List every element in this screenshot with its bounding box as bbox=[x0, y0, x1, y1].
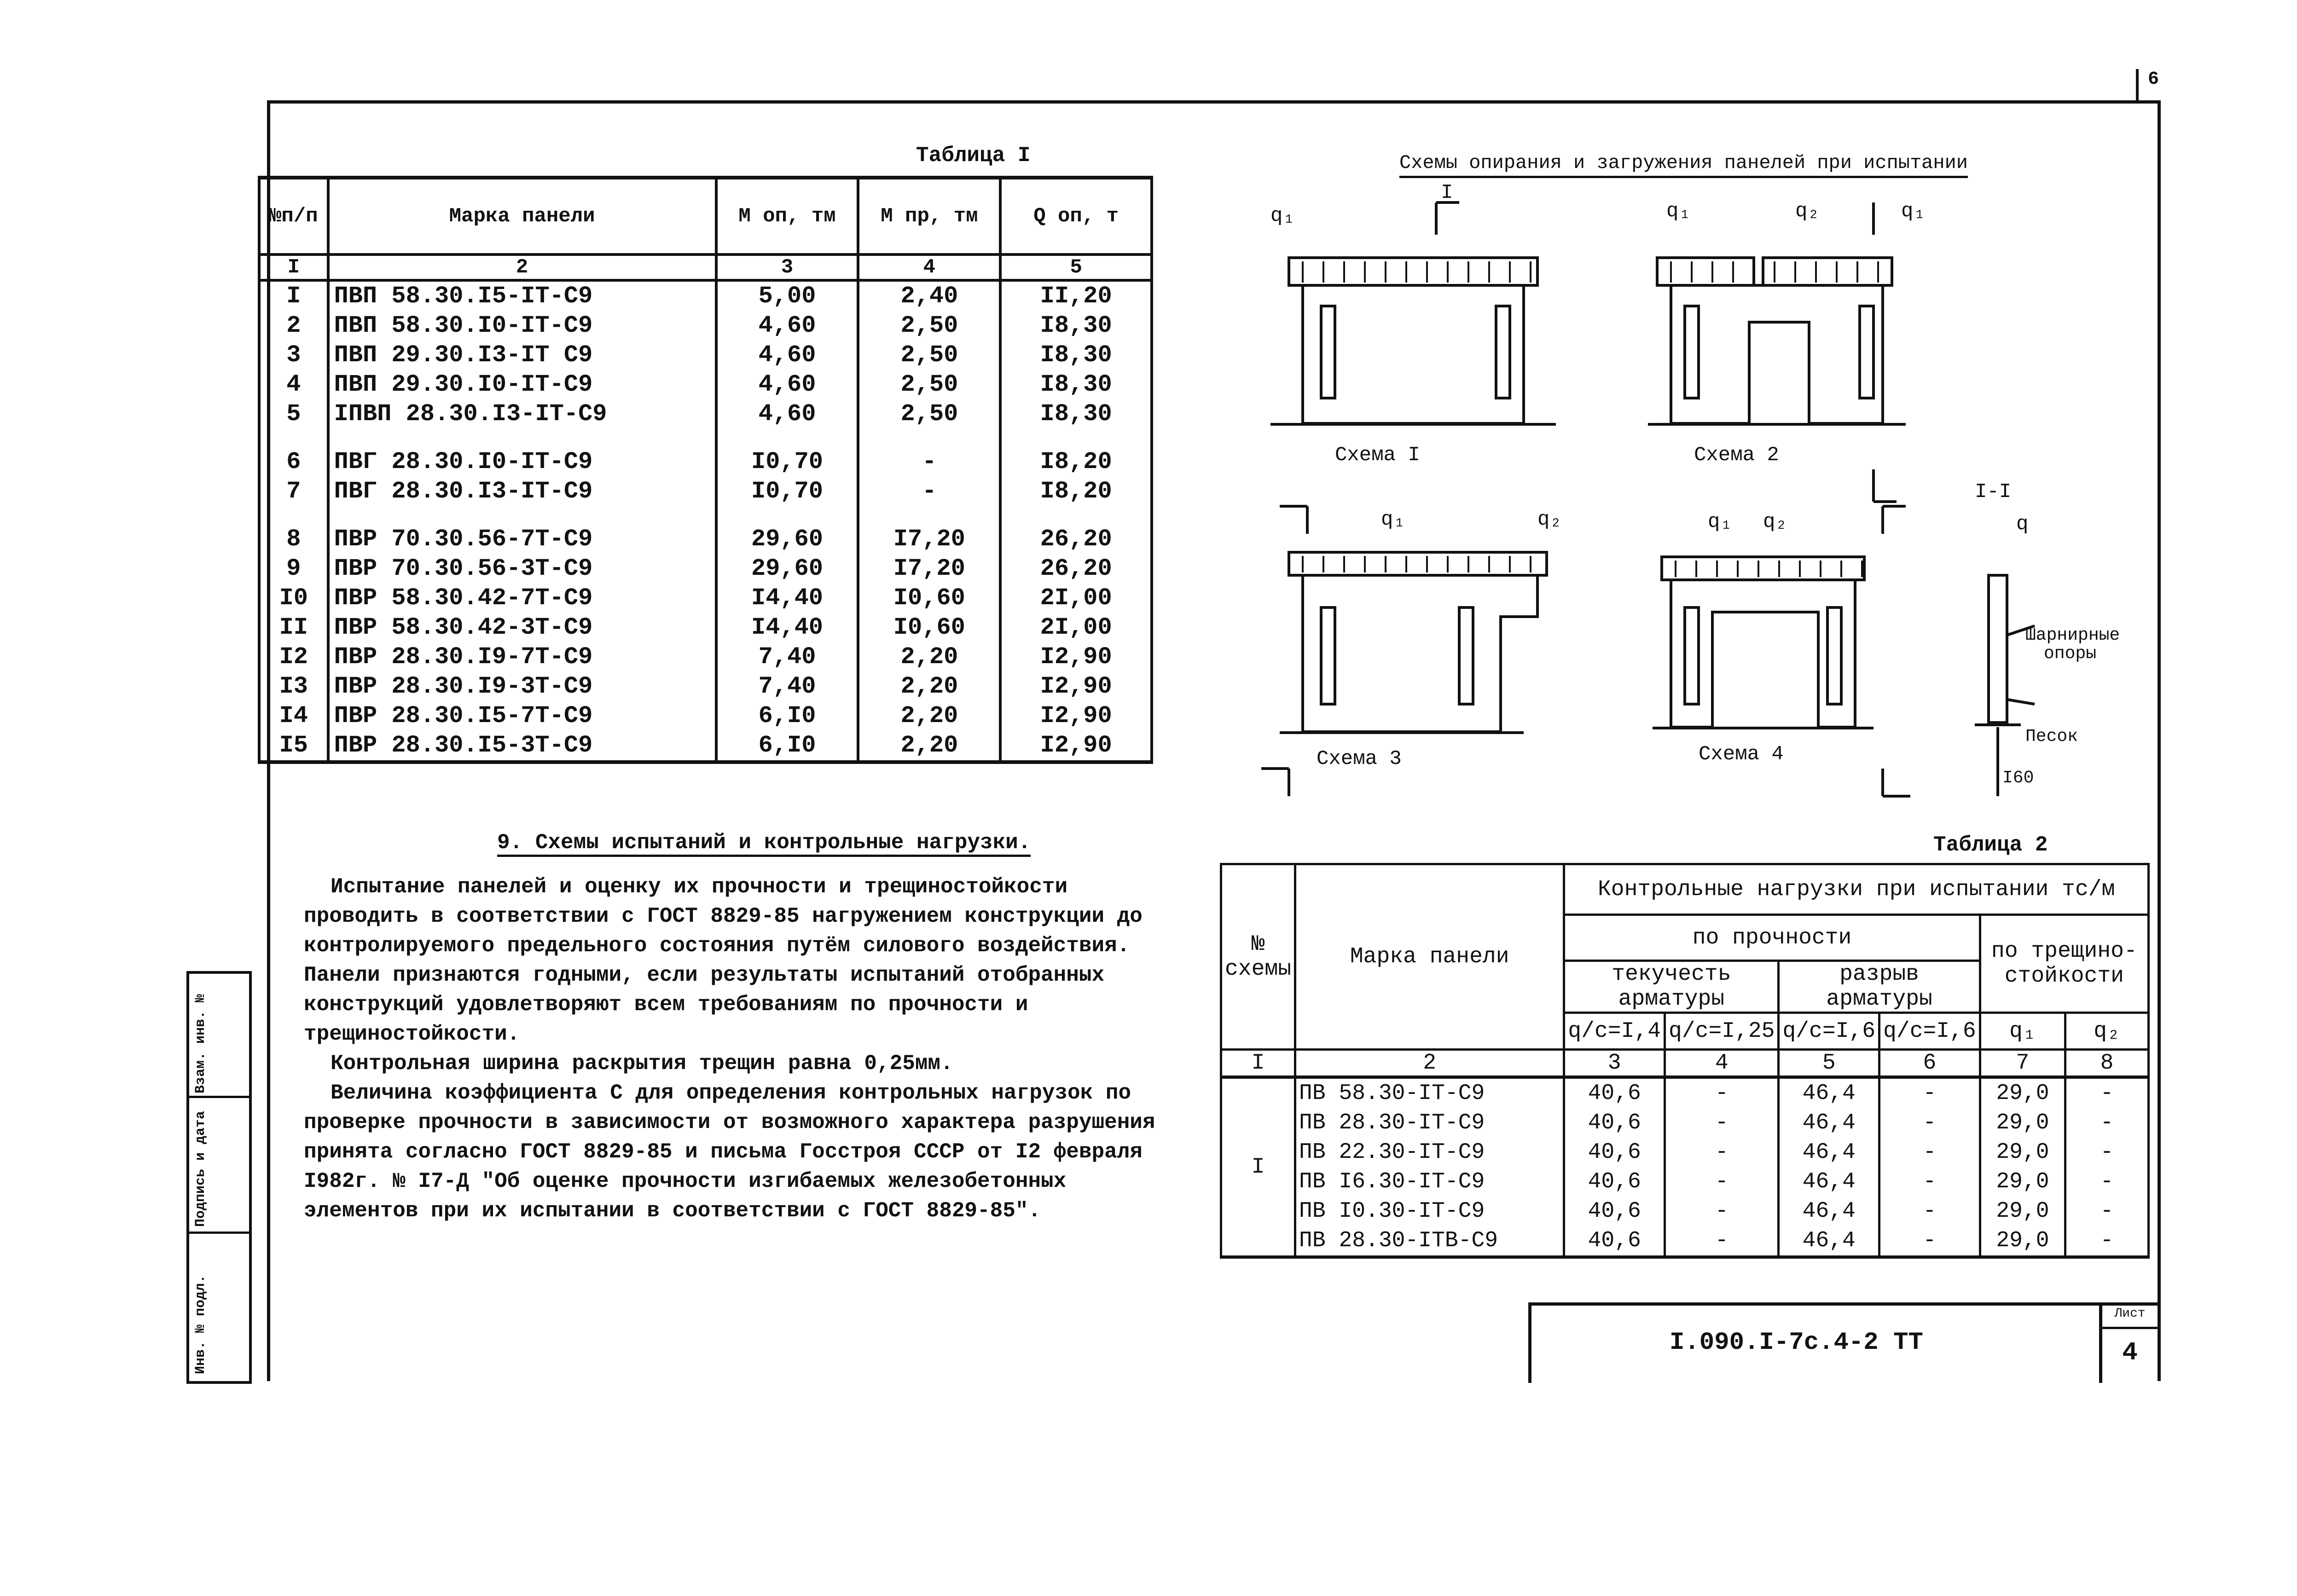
table2 bbox=[1220, 863, 2150, 1259]
table1-cell: ПВР 70.30.56-3T-C9 bbox=[328, 554, 716, 584]
table1-cell: I7,20 bbox=[858, 525, 1000, 554]
table1-cell: 26,20 bbox=[1000, 554, 1152, 584]
table1-cell: ПВГ 28.30.I0-IT-C9 bbox=[328, 447, 716, 477]
table1-cell: I2,90 bbox=[1000, 731, 1152, 762]
table1-cell: 4,60 bbox=[716, 341, 858, 370]
section9-heading: 9. Схемы испытаний и контрольные нагрузки. bbox=[497, 831, 1031, 857]
table2-cell: 29,0 bbox=[1980, 1226, 2065, 1257]
table1-cell: I2 bbox=[259, 642, 328, 672]
table1-cell: 2I,00 bbox=[1000, 584, 1152, 613]
table2-colnum: I bbox=[1221, 1050, 1295, 1077]
table2-colnum: 2 bbox=[1295, 1050, 1564, 1077]
table2-row bbox=[1221, 1167, 2149, 1197]
table1-cell: - bbox=[858, 477, 1000, 506]
table1-cell: 7,40 bbox=[716, 672, 858, 701]
table1-row bbox=[259, 311, 1152, 341]
table2-h-yield: текучесть арматуры bbox=[1564, 961, 1779, 1013]
schemes-drawing bbox=[1243, 184, 2145, 819]
table1-header: Q оп, т bbox=[1000, 178, 1152, 254]
table1-cell: I4,40 bbox=[716, 584, 858, 613]
table1-cell: 29,60 bbox=[716, 525, 858, 554]
table1-cell: I8,20 bbox=[1000, 447, 1152, 477]
table1-cell: I bbox=[259, 280, 328, 311]
sheet-cell bbox=[2099, 1306, 2158, 1383]
table1-cell: 2,50 bbox=[858, 341, 1000, 370]
table1-cell: 7,40 bbox=[716, 642, 858, 672]
table1-colnum: 2 bbox=[328, 254, 716, 280]
document-code: I.090.I-7c.4-2 TT bbox=[1670, 1329, 1923, 1357]
section9-text bbox=[304, 872, 1188, 1226]
table2-row bbox=[1221, 1108, 2149, 1138]
table2-scheme-no: I bbox=[1221, 1077, 1295, 1257]
section-label: I-I bbox=[1975, 480, 2012, 503]
table1-cell: 2,50 bbox=[858, 311, 1000, 341]
table1-cell: 6,I0 bbox=[716, 701, 858, 731]
table1-cell: I5 bbox=[259, 731, 328, 762]
scheme4-label: Схема 4 bbox=[1699, 743, 1784, 766]
table2-cell: ПВ 28.30-IT-C9 bbox=[1295, 1108, 1564, 1138]
table2-cell: 46,4 bbox=[1779, 1226, 1879, 1257]
hinge-label-1: Шарнирные bbox=[2025, 625, 2120, 645]
table1-row bbox=[259, 477, 1152, 506]
table1-cell: 4,60 bbox=[716, 370, 858, 399]
table1-cell: 2,20 bbox=[858, 672, 1000, 701]
table1-cell: 4,60 bbox=[716, 399, 858, 429]
table1-row bbox=[259, 701, 1152, 731]
table1-row bbox=[259, 731, 1152, 762]
scheme1-label: Схема I bbox=[1335, 444, 1420, 467]
table2-h-crack: по трещино-стойкости bbox=[1980, 915, 2148, 1013]
section9-paragraph: Испытание панелей и оценку их прочности и трещиностойкости проводить в соответствии с ГОСТ 8829-85 нагружением конструкции до контролируемого предельного состояния путём силового воздействия. Панели признаются годными, если результаты испытаний отобранных конструкций удовлетворяют всем требованиям по прочности и трещиностойкости. bbox=[304, 875, 1143, 1046]
table1-cell: I7,20 bbox=[858, 554, 1000, 584]
scheme2-label: Схема 2 bbox=[1694, 444, 1779, 467]
table2-h-c: q/c=I,6 bbox=[1779, 1013, 1879, 1050]
table2-h-c: q₁ bbox=[1980, 1013, 2065, 1050]
table1-header: Марка панели bbox=[328, 178, 716, 254]
table2-h-c: q/c=I,6 bbox=[1879, 1013, 1980, 1050]
table2-cell: ПВ 58.30-IT-C9 bbox=[1295, 1077, 1564, 1109]
table1-cell: 4 bbox=[259, 370, 328, 399]
table2-cell: 29,0 bbox=[1980, 1197, 2065, 1226]
table1-cell: 8 bbox=[259, 525, 328, 554]
table2-cell: - bbox=[2065, 1138, 2149, 1167]
table1-row bbox=[259, 370, 1152, 399]
table2-cell: - bbox=[2065, 1197, 2149, 1226]
table2-colnum: 6 bbox=[1879, 1050, 1980, 1077]
table2-cell: - bbox=[2065, 1226, 2149, 1257]
table1-colnum: 4 bbox=[858, 254, 1000, 280]
table1-cell: ПВП 29.30.I0-IT-C9 bbox=[328, 370, 716, 399]
table1-colnum: 3 bbox=[716, 254, 858, 280]
table1-cell: ПВР 28.30.I5-3T-C9 bbox=[328, 731, 716, 762]
table2-cell: 40,6 bbox=[1564, 1077, 1665, 1109]
table2-cell: - bbox=[1665, 1138, 1779, 1167]
sheet-number: 4 bbox=[2122, 1338, 2138, 1367]
section-wall bbox=[1989, 575, 2007, 723]
sheet-label: Лист bbox=[2102, 1307, 2158, 1329]
table1-cell: I0,60 bbox=[858, 613, 1000, 642]
table1-cell: I0,70 bbox=[716, 477, 858, 506]
table1-cell: 2,20 bbox=[858, 731, 1000, 762]
binder-label: Взам. инв. № bbox=[193, 994, 209, 1093]
table1-header: №п/п bbox=[259, 178, 328, 254]
table1-cell: I2,90 bbox=[1000, 701, 1152, 731]
table2-cell: 46,4 bbox=[1779, 1197, 1879, 1226]
table1-cell: ПВР 28.30.I9-7T-C9 bbox=[328, 642, 716, 672]
table2-cell: - bbox=[1879, 1077, 1980, 1109]
table1-cell: I0 bbox=[259, 584, 328, 613]
table1-cell: 7 bbox=[259, 477, 328, 506]
table2-cell: ПВ I0.30-IT-C9 bbox=[1295, 1197, 1564, 1226]
table2-row bbox=[1221, 1077, 2149, 1109]
table1-row bbox=[259, 672, 1152, 701]
table1-cell: 4,60 bbox=[716, 311, 858, 341]
table1-cell: I0,60 bbox=[858, 584, 1000, 613]
table1-cell: - bbox=[858, 447, 1000, 477]
table2-cell: - bbox=[1665, 1167, 1779, 1197]
scheme3-panel bbox=[1303, 575, 1537, 732]
table1-row bbox=[259, 584, 1152, 613]
table1-cell: II bbox=[259, 613, 328, 642]
table1-cell: 2I,00 bbox=[1000, 613, 1152, 642]
binder-label: Инв. № подл. bbox=[193, 1274, 209, 1374]
table2-cell: ПВ 28.30-ITB-C9 bbox=[1295, 1226, 1564, 1257]
table1-cell: ПВП 58.30.I5-IT-C9 bbox=[328, 280, 716, 311]
table1-row bbox=[259, 642, 1152, 672]
table1-row bbox=[259, 399, 1152, 429]
binder-stamp bbox=[186, 971, 252, 1384]
table1-cell: I2,90 bbox=[1000, 672, 1152, 701]
table2-colnum: 3 bbox=[1564, 1050, 1665, 1077]
scheme4-q2: q₂ bbox=[1763, 510, 1787, 533]
table2-h-strength: по прочности bbox=[1564, 915, 1980, 961]
table2-cell: - bbox=[1665, 1226, 1779, 1257]
scheme2-q1b: q₁ bbox=[1901, 200, 1926, 223]
table2-cell: 29,0 bbox=[1980, 1167, 2065, 1197]
table2-cell: - bbox=[1665, 1077, 1779, 1109]
table1-cell: I8,30 bbox=[1000, 311, 1152, 341]
table1-cell: I0,70 bbox=[716, 447, 858, 477]
table1-row bbox=[259, 447, 1152, 477]
scheme3-label: Схема 3 bbox=[1317, 747, 1402, 770]
table2-cell: - bbox=[1665, 1108, 1779, 1138]
table1-colnum: 5 bbox=[1000, 254, 1152, 280]
table1-cell: 2,20 bbox=[858, 701, 1000, 731]
table1-cell: ПВР 70.30.56-7T-C9 bbox=[328, 525, 716, 554]
table1-cell: ПВР 28.30.I5-7T-C9 bbox=[328, 701, 716, 731]
sand-label: Песок bbox=[2025, 727, 2078, 746]
table2-h-c: q/c=I,25 bbox=[1665, 1013, 1779, 1050]
table2-cell: - bbox=[1879, 1108, 1980, 1138]
hinge-label-2: опоры bbox=[2044, 644, 2097, 664]
table2-row bbox=[1221, 1197, 2149, 1226]
section9-paragraph: Величина коэффициента С для определения контрольных нагрузок по проверке прочности в зависимости от возможного характера разрушения принята согласно ГОСТ 8829-85 и письма Госстроя СССР от I2 февраля I982г. № I7-Д "Об оценке прочности изгибаемых железобетонных элементов при их испытании в соответствии с ГОСТ 8829-85". bbox=[304, 1081, 1155, 1223]
table1-cell: 2,20 bbox=[858, 642, 1000, 672]
table1-header: М пр, тм bbox=[858, 178, 1000, 254]
table1-cell: ПВР 58.30.42-3T-C9 bbox=[328, 613, 716, 642]
table2-cell: ПВ 22.30-IT-C9 bbox=[1295, 1138, 1564, 1167]
table1-row bbox=[259, 341, 1152, 370]
table2-cell: 46,4 bbox=[1779, 1077, 1879, 1109]
table1-cell: 5,00 bbox=[716, 280, 858, 311]
table2-h-break: разрыв арматуры bbox=[1779, 961, 1980, 1013]
table2-cell: 40,6 bbox=[1564, 1138, 1665, 1167]
table1-cell: 6 bbox=[259, 447, 328, 477]
table1-colnum: I bbox=[259, 254, 328, 280]
scheme1-mark: I bbox=[1441, 184, 1453, 204]
table2-colnum: 4 bbox=[1665, 1050, 1779, 1077]
table2-row bbox=[1221, 1138, 2149, 1167]
table1-cell: ПВП 58.30.I0-IT-C9 bbox=[328, 311, 716, 341]
table1-cell: 6,I0 bbox=[716, 731, 858, 762]
table2-caption: Таблица 2 bbox=[1933, 833, 2048, 857]
scheme1-q1: q₁ bbox=[1270, 204, 1295, 227]
table2-cell: - bbox=[2065, 1167, 2149, 1197]
schemes-title: Схемы опирания и загружения панелей при испытании bbox=[1399, 152, 1968, 178]
table1-cell: I8,30 bbox=[1000, 370, 1152, 399]
table1-row bbox=[259, 280, 1152, 311]
binder-label: Подпись и дата bbox=[193, 1110, 209, 1227]
table1-row bbox=[259, 613, 1152, 642]
table1-cell: 5 bbox=[259, 399, 328, 429]
table1-cell: 26,20 bbox=[1000, 525, 1152, 554]
scheme2-panel bbox=[1671, 285, 1883, 423]
table1-cell: ПВГ 28.30.I3-IT-C9 bbox=[328, 477, 716, 506]
table2-cell: 40,6 bbox=[1564, 1226, 1665, 1257]
table2-h-c: q₂ bbox=[2065, 1013, 2149, 1050]
table1-row bbox=[259, 554, 1152, 584]
table2-cell: 46,4 bbox=[1779, 1167, 1879, 1197]
table2-row bbox=[1221, 1226, 2149, 1257]
table2-cell: - bbox=[1879, 1226, 1980, 1257]
table1 bbox=[258, 176, 1153, 764]
table2-cell: - bbox=[2065, 1108, 2149, 1138]
table2-cell: ПВ I6.30-IT-C9 bbox=[1295, 1167, 1564, 1197]
table2-cell: - bbox=[1879, 1138, 1980, 1167]
corner-page-number: 6 bbox=[2136, 69, 2159, 101]
table1-cell: 2,40 bbox=[858, 280, 1000, 311]
scheme3-q1: q₁ bbox=[1381, 508, 1405, 531]
table2-cell: 46,4 bbox=[1779, 1138, 1879, 1167]
table2-colnum: 8 bbox=[2065, 1050, 2149, 1077]
table1-cell: I8,30 bbox=[1000, 399, 1152, 429]
scheme4-q1: q₁ bbox=[1708, 510, 1732, 533]
table2-cell: 29,0 bbox=[1980, 1077, 2065, 1109]
section-dim: I60 bbox=[2002, 768, 2034, 788]
table1-cell: 2,50 bbox=[858, 399, 1000, 429]
table2-h-loads: Контрольные нагрузки при испытании тс/м bbox=[1564, 864, 2149, 915]
scheme1-load-band bbox=[1289, 258, 1537, 285]
table2-cell: 29,0 bbox=[1980, 1108, 2065, 1138]
table1-header: М оп, тм bbox=[716, 178, 858, 254]
section-q: q bbox=[2016, 513, 2029, 536]
table1-cell: ПВР 58.30.42-7T-C9 bbox=[328, 584, 716, 613]
table2-h-scheme: № схемы bbox=[1221, 864, 1295, 1050]
table2-cell: - bbox=[1879, 1197, 1980, 1226]
title-block bbox=[1528, 1302, 2158, 1383]
table2-h-mark: Марка панели bbox=[1295, 864, 1564, 1050]
table1-cell: II,20 bbox=[1000, 280, 1152, 311]
table2-colnum: 5 bbox=[1779, 1050, 1879, 1077]
scheme2-q1: q₁ bbox=[1666, 200, 1691, 223]
table2-h-c: q/c=I,4 bbox=[1564, 1013, 1665, 1050]
table2-cell: - bbox=[1879, 1167, 1980, 1197]
scheme3-q2: q₂ bbox=[1537, 508, 1562, 531]
scheme2-q2: q₂ bbox=[1795, 200, 1820, 223]
table1-cell: ПВР 28.30.I9-3T-C9 bbox=[328, 672, 716, 701]
table2-colnum: 7 bbox=[1980, 1050, 2065, 1077]
table2-cell: 40,6 bbox=[1564, 1197, 1665, 1226]
table1-cell: I8,20 bbox=[1000, 477, 1152, 506]
table2-cell: 40,6 bbox=[1564, 1108, 1665, 1138]
table1-cell: I8,30 bbox=[1000, 341, 1152, 370]
table1-cell: I3 bbox=[259, 672, 328, 701]
table2-cell: 40,6 bbox=[1564, 1167, 1665, 1197]
table2-cell: 46,4 bbox=[1779, 1108, 1879, 1138]
table2-cell: - bbox=[1665, 1197, 1779, 1226]
section9-paragraph: Контрольная ширина раскрытия трещин равна 0,25мм. bbox=[331, 1052, 953, 1076]
table1-cell: I2,90 bbox=[1000, 642, 1152, 672]
table2-cell: - bbox=[2065, 1077, 2149, 1109]
table1-caption: Таблица I bbox=[916, 144, 1031, 168]
table1-cell: IПВП 28.30.I3-IT-C9 bbox=[328, 399, 716, 429]
table1-cell: 9 bbox=[259, 554, 328, 584]
table1-cell: I4 bbox=[259, 701, 328, 731]
table1-cell: ПВП 29.30.I3-IT C9 bbox=[328, 341, 716, 370]
table1-cell: 2,50 bbox=[858, 370, 1000, 399]
table1-cell: 2 bbox=[259, 311, 328, 341]
table1-cell: I4,40 bbox=[716, 613, 858, 642]
table2-cell: 29,0 bbox=[1980, 1138, 2065, 1167]
table1-row bbox=[259, 525, 1152, 554]
table1-cell: 3 bbox=[259, 341, 328, 370]
table1-cell: 29,60 bbox=[716, 554, 858, 584]
